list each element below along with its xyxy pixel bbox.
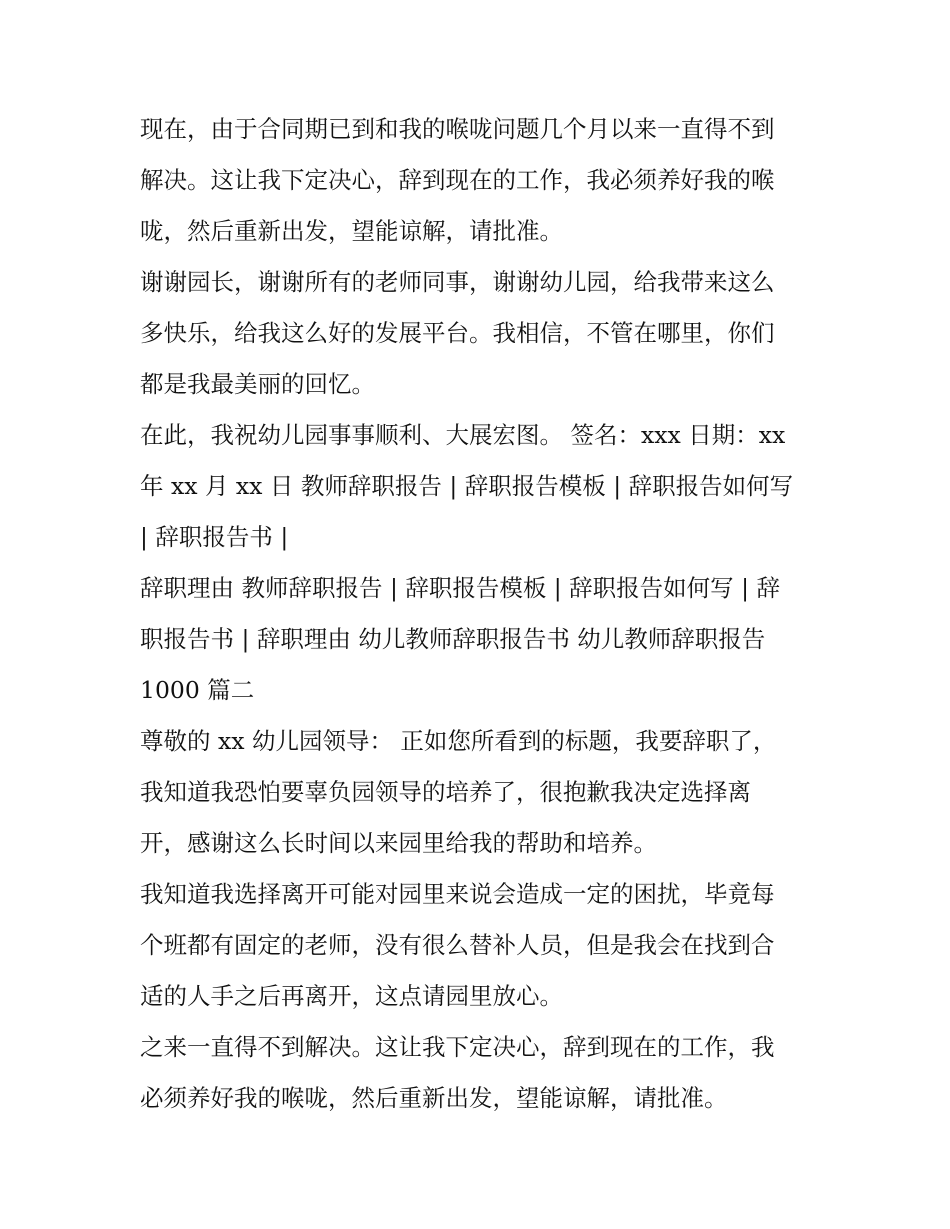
text-line: 谢谢园长，谢谢所有的老师同事，谢谢幼儿园，给我带来这么 — [140, 268, 775, 296]
text-line: 适的人手之后再离开，这点请园里放心。 — [140, 982, 563, 1010]
text-line: 现在，由于合同期已到和我的喉咙问题几个月以来一直得不到 — [140, 115, 775, 143]
text-line: 尊敬的 xx 幼儿园领导： 正如您所看到的标题，我要辞职了， — [140, 727, 777, 755]
text-line: 解决。这让我下定决心，辞到现在的工作，我必须养好我的喉 — [140, 166, 775, 194]
text-line: 之来一直得不到解决。这让我下定决心，辞到现在的工作，我 — [140, 1033, 775, 1061]
text-line: 我知道我选择离开可能对园里来说会造成一定的困扰，毕竟每 — [140, 880, 775, 908]
document-body — [140, 104, 820, 1124]
text-line: 职报告书 | 辞职理由 幼儿教师辞职报告书 幼儿教师辞职报告 — [140, 625, 766, 653]
text-line: 年 xx 月 xx 日 教师辞职报告 | 辞职报告模板 | 辞职报告如何写 — [140, 472, 794, 500]
text-line: 个班都有固定的老师，没有很么替补人员，但是我会在找到合 — [140, 931, 775, 959]
text-line: 多快乐，给我这么好的发展平台。我相信，不管在哪里，你们 — [140, 319, 775, 347]
text-line: 都是我最美丽的回忆。 — [140, 370, 375, 398]
text-line: 开，感谢这么长时间以来园里给我的帮助和培养。 — [140, 829, 657, 857]
text-line: 1000 篇二 — [140, 676, 255, 704]
text-line: 必须养好我的喉咙，然后重新出发，望能谅解，请批准。 — [140, 1084, 728, 1112]
text-line: 辞职理由 教师辞职报告 | 辞职报告模板 | 辞职报告如何写 | 辞 — [140, 574, 781, 602]
text-line: | 辞职报告书 | — [140, 523, 289, 551]
text-line: 咙，然后重新出发，望能谅解，请批准。 — [140, 217, 563, 245]
text-line: 我知道我恐怕要辜负园领导的培养了，很抱歉我决定选择离 — [140, 778, 751, 806]
text-line: 在此，我祝幼儿园事事顺利、大展宏图。 签名：xxx 日期：xx — [140, 421, 786, 449]
